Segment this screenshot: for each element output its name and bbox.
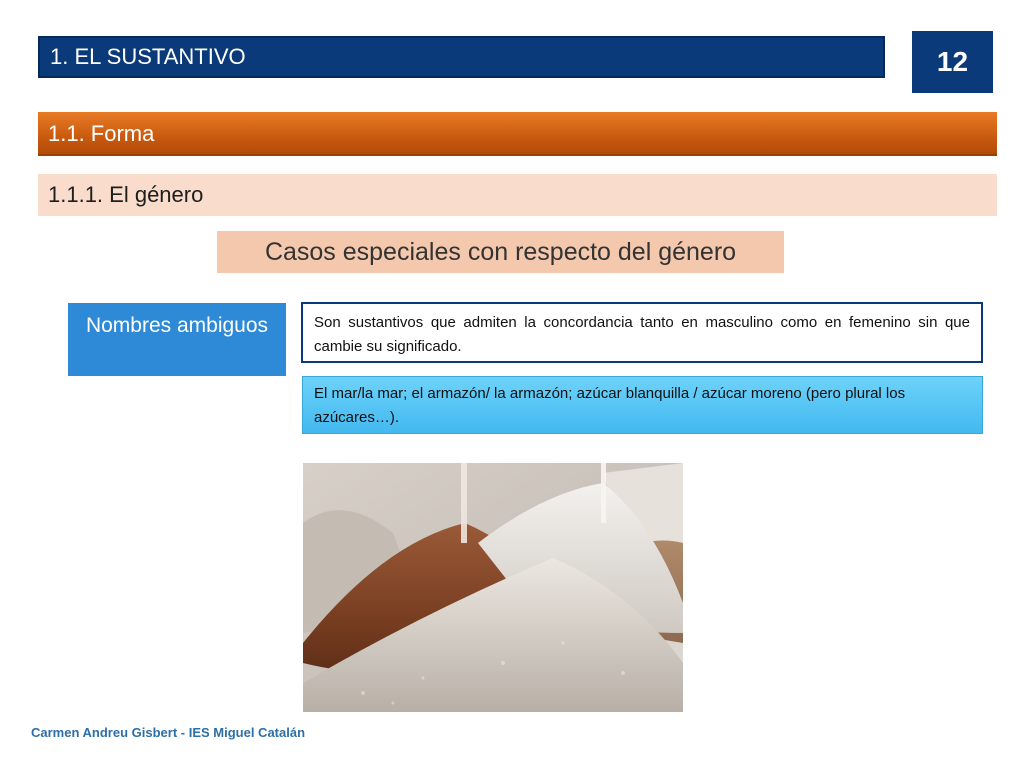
subsection-bar (38, 174, 997, 216)
definition-box: Son sustantivos que admiten la concordancia tanto en masculino como en femenino sin que cambie su significado. (301, 302, 983, 363)
page-number-badge (912, 31, 993, 93)
slide-title: 1. EL SUSTANTIVO (50, 44, 246, 69)
section-title: 1.1. Forma (48, 121, 155, 146)
sugar-piles-photo (303, 463, 683, 712)
examples-box: El mar/la mar; el armazón/ la armazón; azúcar blanquilla / azúcar moreno (pero plural los azúcares…). (302, 376, 983, 434)
term-box: Nombres ambiguos (68, 303, 286, 376)
slide-title-bar (38, 36, 885, 78)
section-bar (38, 112, 997, 156)
subsection-title: 1.1.1. El género (48, 182, 204, 207)
page-number: 12 (936, 46, 969, 77)
footer-credit: Carmen Andreu Gisbert - IES Miguel Catalán (31, 725, 306, 740)
slide-heading: Casos especiales con respecto del género (217, 231, 784, 273)
